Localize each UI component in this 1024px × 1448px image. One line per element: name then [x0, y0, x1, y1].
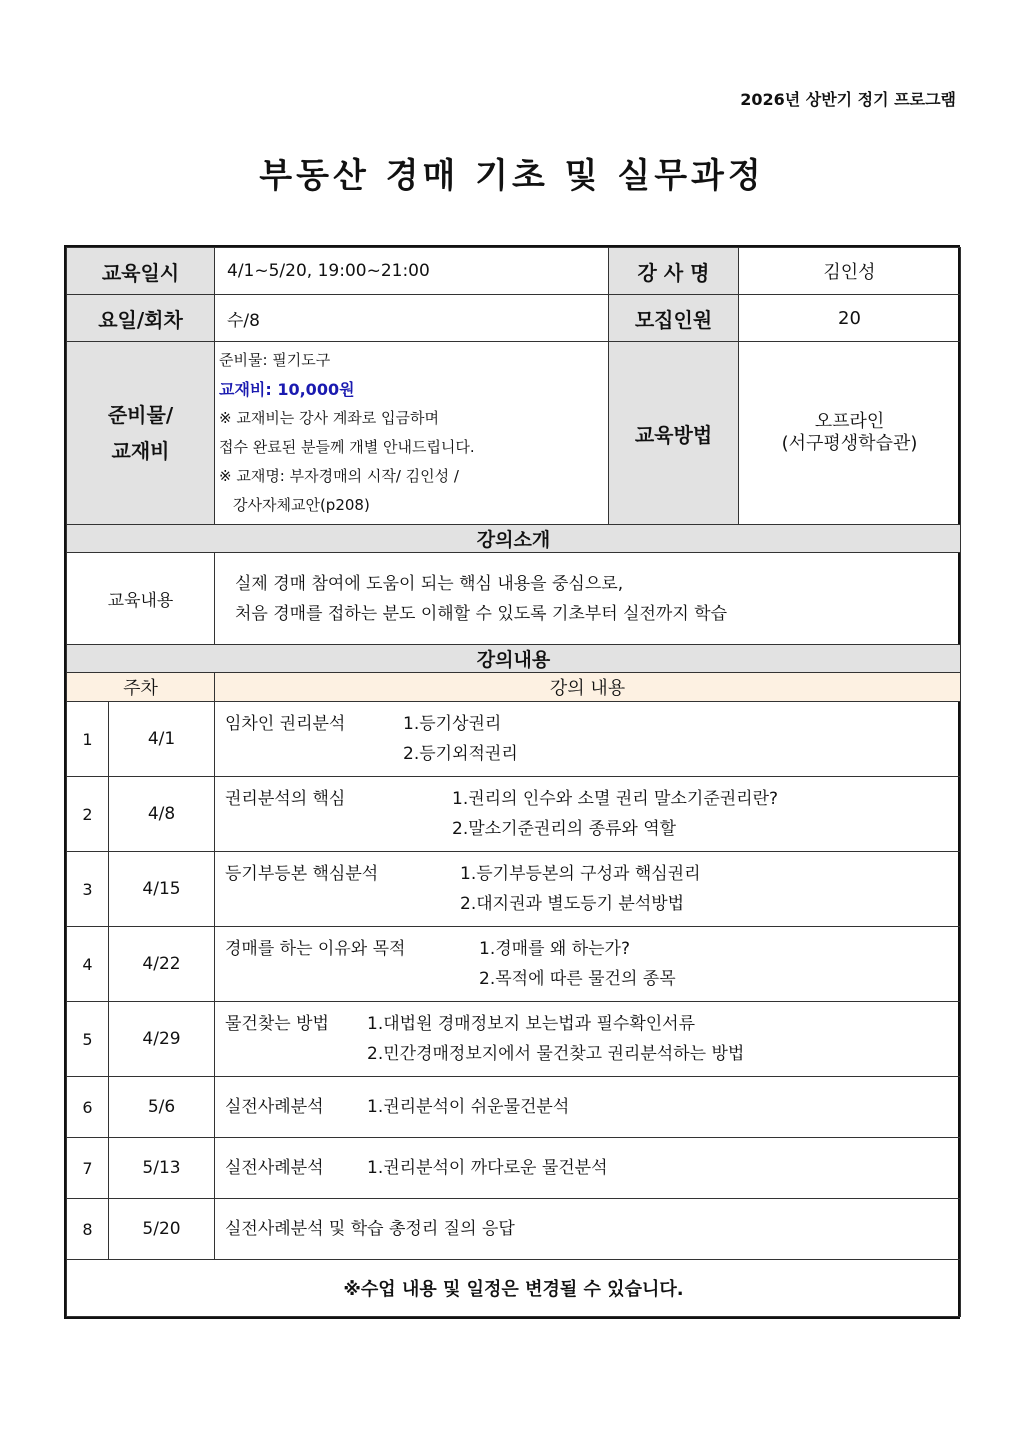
intro-label: 교육내용	[67, 553, 215, 645]
day-value: 수/8	[215, 295, 609, 342]
week-item: 1.권리의 인수와 소멸 권리 말소기준권리란?	[452, 789, 779, 809]
prep-label-line: 교재비	[111, 439, 170, 463]
table-row	[67, 852, 961, 927]
row-curriculum-head	[67, 673, 961, 702]
row-footer	[67, 1260, 961, 1317]
week-date: 5/6	[109, 1077, 215, 1138]
course-table	[64, 245, 960, 1319]
table-row	[67, 1077, 961, 1138]
week-item: 1.등기부등본의 구성과 핵심권리	[460, 864, 701, 884]
prep-line: 강사자체교안(p208)	[233, 496, 370, 514]
table-row	[67, 1002, 961, 1077]
week-topic: 경매를 하는 이유와 목적	[225, 939, 406, 959]
week-content	[215, 702, 961, 777]
week-item: 1.대법원 경매정보지 보는법과 필수확인서류	[367, 1014, 696, 1034]
week-date: 5/20	[109, 1199, 215, 1260]
week-date: 4/29	[109, 1002, 215, 1077]
week-topic: 실전사례분석	[225, 1097, 324, 1117]
instructor-label: 강 사 명	[609, 248, 739, 295]
week-topic: 실전사례분석	[225, 1158, 324, 1178]
fee-line: 교재비: 10,000원	[219, 380, 355, 399]
week-content	[215, 1077, 961, 1138]
week-content	[215, 1199, 961, 1260]
week-date: 4/22	[109, 927, 215, 1002]
table-row	[67, 777, 961, 852]
curriculum-section-header: 강의내용	[67, 645, 961, 673]
prep-label-line: 준비물/	[107, 403, 174, 427]
week-item: 2.등기외적권리	[403, 744, 518, 764]
week-item: 1.권리분석이 쉬운물건분석	[367, 1097, 570, 1117]
week-number: 5	[67, 1002, 109, 1077]
week-number: 1	[67, 702, 109, 777]
prep-label	[67, 342, 215, 525]
program-label: 2026년 상반기 정기 프로그램	[740, 90, 956, 109]
week-number: 2	[67, 777, 109, 852]
week-number: 7	[67, 1138, 109, 1199]
row-prep	[67, 342, 961, 525]
week-item: 1.권리분석이 까다로운 물건분석	[367, 1158, 608, 1178]
intro-text	[215, 553, 961, 645]
week-item: 1.경매를 왜 하는가?	[479, 939, 631, 959]
prep-line: 준비물: 필기도구	[219, 351, 331, 369]
date-value: 4/1~5/20, 19:00~21:00	[215, 248, 609, 295]
method-label: 교육방법	[609, 342, 739, 525]
week-topic: 실전사례분석 및 학습 총정리 질의 응답	[225, 1219, 515, 1239]
week-item: 2.민간경매정보지에서 물건찾고 권리분석하는 방법	[367, 1044, 745, 1064]
week-topic: 임차인 권리분석	[225, 714, 346, 734]
week-date: 4/15	[109, 852, 215, 927]
row-day	[67, 295, 961, 342]
row-curriculum-section	[67, 645, 961, 673]
week-item: 2.대지권과 별도등기 분석방법	[460, 894, 685, 914]
week-topic: 등기부등본 핵심분석	[225, 864, 379, 884]
week-number: 3	[67, 852, 109, 927]
schedule-change-notice: ※수업 내용 및 일정은 변경될 수 있습니다.	[67, 1260, 961, 1317]
week-column-header: 주차	[67, 673, 215, 702]
row-intro	[67, 553, 961, 645]
day-label: 요일/회차	[67, 295, 215, 342]
capacity-value: 20	[739, 295, 961, 342]
intro-line: 처음 경매를 접하는 분도 이해할 수 있도록 기초부터 실전까지 학습	[235, 603, 728, 624]
week-number: 4	[67, 927, 109, 1002]
table-row	[67, 1199, 961, 1260]
intro-line: 실제 경매 참여에 도움이 되는 핵심 내용을 중심으로,	[235, 573, 624, 594]
table-row	[67, 927, 961, 1002]
week-number: 8	[67, 1199, 109, 1260]
table-row	[67, 1138, 961, 1199]
week-item: 2.말소기준권리의 종류와 역할	[452, 819, 677, 839]
intro-section-header: 강의소개	[67, 525, 961, 553]
date-label: 교육일시	[67, 248, 215, 295]
week-item: 1.등기상권리	[403, 714, 502, 734]
content-column-header: 강의 내용	[215, 673, 961, 702]
page-title: 부동산 경매 기초 및 실무과정	[259, 156, 765, 196]
row-date	[67, 248, 961, 295]
week-item: 2.목적에 따른 물건의 종목	[479, 969, 676, 989]
method-line: (서구평생학습관)	[781, 433, 918, 454]
prep-line: ※ 교재명: 부자경매의 시작/ 김인성 /	[219, 467, 459, 485]
week-date: 5/13	[109, 1138, 215, 1199]
week-content	[215, 777, 961, 852]
instructor-value: 김인성	[739, 248, 961, 295]
week-number: 6	[67, 1077, 109, 1138]
capacity-label: 모집인원	[609, 295, 739, 342]
week-date: 4/8	[109, 777, 215, 852]
week-content	[215, 1002, 961, 1077]
prep-line: 접수 완료된 분들께 개별 안내드립니다.	[219, 438, 475, 456]
prep-details	[215, 342, 609, 525]
week-date: 4/1	[109, 702, 215, 777]
row-intro-section	[67, 525, 961, 553]
method-value	[739, 342, 961, 525]
week-content	[215, 1138, 961, 1199]
week-content	[215, 852, 961, 927]
table-row	[67, 702, 961, 777]
week-topic: 권리분석의 핵심	[225, 789, 346, 809]
prep-line: ※ 교재비는 강사 계좌로 입금하며	[219, 409, 440, 427]
method-line: 오프라인	[814, 411, 885, 432]
week-topic: 물건찾는 방법	[225, 1014, 329, 1034]
week-content	[215, 927, 961, 1002]
